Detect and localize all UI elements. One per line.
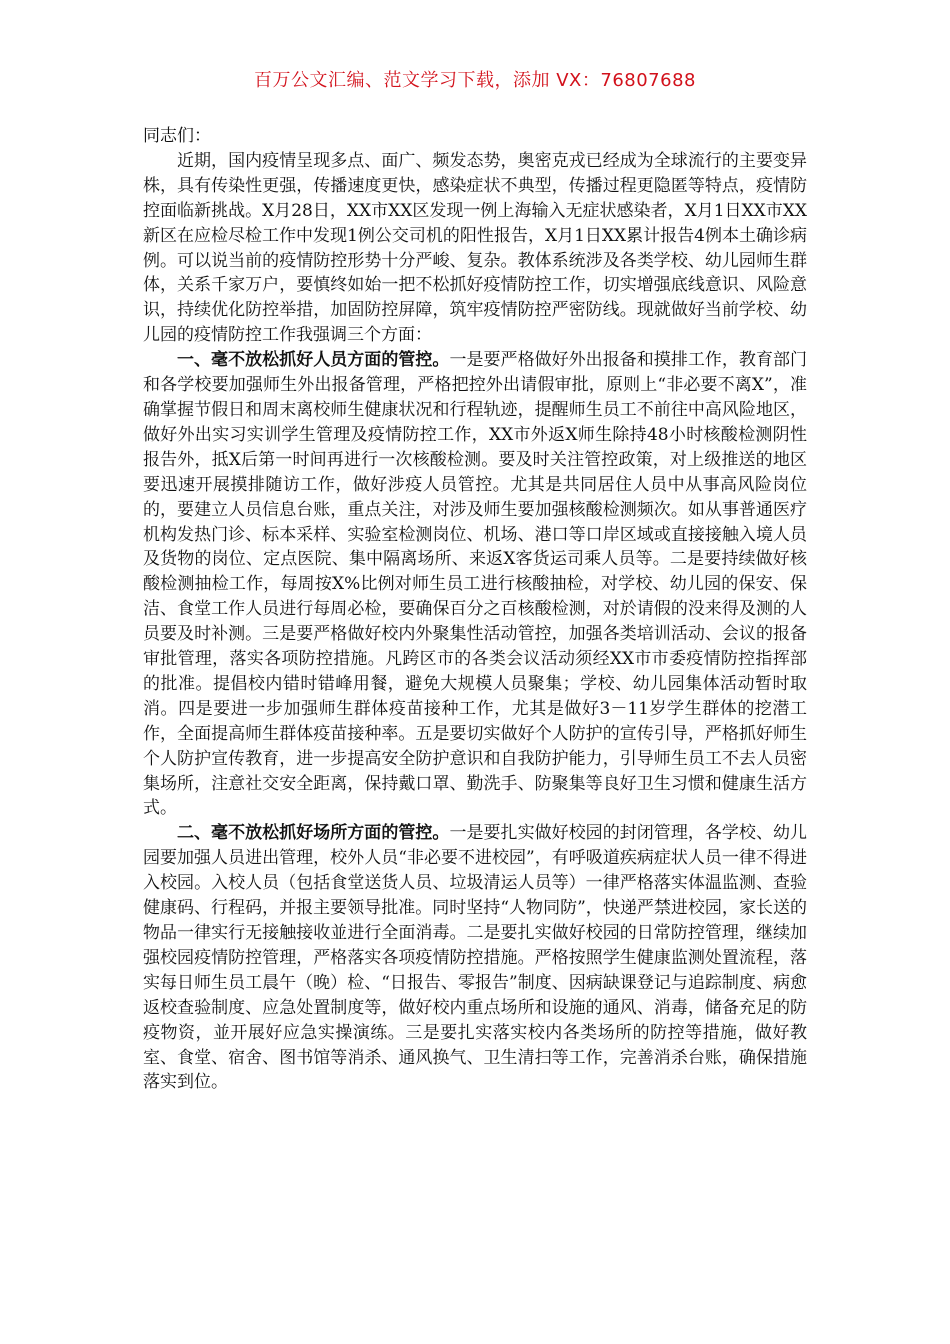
intro-paragraph: 近期，国内疫情呈现多点、面广、频发态势，奥密克戎已经成为全球流行的主要变异株，具有传染性更强，传播速度更快，感染症状不典型，传播过程更隐匿等特点，疫情防控面临新挑战。X月28日，XX市XX区发现一例上海输入无症状感染者，X月1日XX市XX新区在应检尽检工作中发现1例公交司机的阳性报告，X月1日XX累计报告4例本土确诊病例。可以说当前的疫情防控形势十分严峻、复杂。教体系统涉及各类学校、幼儿园师生群体，关系千家万户，要慎终如始一把不松抓好疫情防控工作，切实增强底线意识、风险意识，持续优化防控举措，加固防控屏障，筑牢疫情防控严密防线。现就做好当前学校、幼儿园的疫情防控工作我强调三个方面： <box>143 150 807 346</box>
section-2-body: 一是要扎实做好校园的封闭管理，各学校、幼儿园要加强人员进出管理，校外人员“非必要不进校园”，有呼吸道疾病症状人员一律不得进入校园。入校人员（包括食堂送货人员、垃圾清运人员等）一律严格落实体温监测、查验健康码、行程码，并报主要领导批准。同时坚持“人物同防”，快递严禁进校园，家长送的物品一律实行无接触接收並进行全面消毒。二是要扎实做好校园的日常防控管理，继续加强校园疫情防控管理，严格落实各项疫情防控措施。严格按照学生健康监测处置流程，落实每日师生员工晨午（晚）检、“日报告、零报告”制度、因病缺课登记与追踪制度、病愈返校查验制度、应急处置制度等，做好校内重点场所和设施的通风、消毒，储备充足的防疫物资，並开展好应急实操演练。三是要扎实落实校内各类场所的防控等措施，做好教室、食堂、宿舍、图书馆等消杀、通风换气、卫生清扫等工作，完善消杀台账，确保措施落实到位。 <box>143 823 808 1093</box>
download-banner: 百万公文汇编、范文学习下载，添加 VX：76807688 <box>254 70 696 91</box>
document-body <box>143 124 807 1095</box>
salutation: 同志们： <box>143 126 211 146</box>
section-2-heading: 二、毫不放松抓好场所方面的管控。 <box>177 823 450 844</box>
section-2-paragraph <box>143 821 807 1095</box>
section-1-paragraph <box>143 348 807 821</box>
section-1-body: 一是要严格做好外出报备和摸排工作，教育部门和各学校要加强师生外出报备管理，严格把控外出请假审批，原则上“非必要不离X”，准确掌握节假日和周末离校师生健康状况和行程轨迹，提醒师生员工不前往中高风险地区，做好外出实习实训学生管理及疫情防控工作，XX市外返X师生除持48小时核酸检测阴性报告外，抵X后第一时间再进行一次核酸检测。要及时关注管控政策，对上级推送的地区要迅速开展摸排随访工作，做好涉疫人员管控。尤其是共同居住人员中从事高风险岗位的，要建立人员信息台账，重点关注，对涉及师生要加强核酸检测频次。如从事普通医疗机构发热门诊、标本采样、实验室检测岗位、机场、港口等口岸区域或直接接触入境人员及货物的岗位、定点医院、集中隔离场所、来返X客货运司乘人员等。二是要持续做好核酸检测抽检工作，每周按X%比例对师生员工进行核酸抽检，对学校、幼儿园的保安、保洁、食堂工作人员进行每周必检，要确保百分之百核酸检测，对於请假的没来得及测的人员要及时补测。三是要严格做好校内外聚集性活动管控，加强各类培训活动、会议的报备审批管理，落实各项防控措施。凡跨区市的各类会议活动须经XX市市委疫情防控指挥部的批准。提倡校内错时错峰用餐，避免大规模人员聚集；学校、幼儿园集体活动暂时取消。四是要进一步加强师生群体疫苗接种工作，尤其是做好3－11岁学生群体的挖潜工作，全面提高师生群体疫苗接种率。五是要切实做好个人防护的宣传引导，严格抓好师生个人防护宣传教育，进一步提高安全防护意识和自我防护能力，引导师生员工不去人员密集场所，注意社交安全距离，保持戴口罩、勤洗手、防聚集等良好卫生习惯和健康生活方式。 <box>143 350 808 819</box>
section-1-heading: 一、毫不放松抓好人员方面的管控。 <box>177 350 450 371</box>
